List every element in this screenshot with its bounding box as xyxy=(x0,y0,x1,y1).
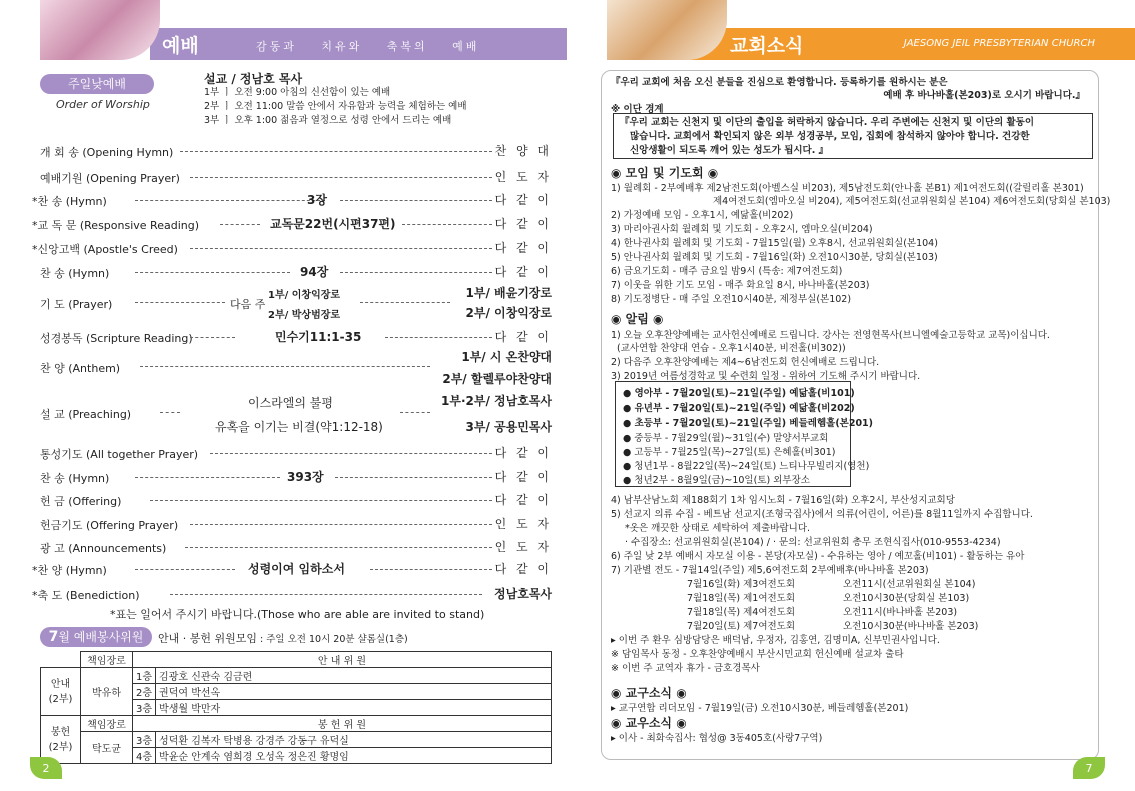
time-line: 2부 ㅣ 오전 11:00 말씀 안에서 자유함과 능력을 체험하는 예배 xyxy=(204,101,467,112)
evangelism-item: 오전10시30분(당회실 본103) xyxy=(843,593,970,604)
worship-row-anthem: 찬 양 (Anthem) 1부/ 시 온찬양대 2부/ 할렐루야찬양대 xyxy=(40,350,552,386)
worship-row: *교 독 문 (Responsive Reading) 교독문22번(시편37편) 다 같 이 xyxy=(32,217,552,232)
notice-item: 2) 다음주 오후찬양예배는 제4~6남전도회 헌신예배로 드립니다. xyxy=(611,357,880,368)
welcome-line: 『우리 교회에 처음 오신 분들을 진심으로 환영합니다. 등록하기를 원하시는 분은 xyxy=(611,77,948,88)
meeting-item: 1) 월례회 - 2부예배후 제2남전도회(아벨스실 비203), 제5남전도회(안나홀 본B1) 제1여전도회((갈릴리홀 본301) xyxy=(611,183,1084,194)
meeting-item: 5) 안나권사회 월례회 및 기도회 - 7월16일(화) 오전10시30분, 당회실(본103) xyxy=(611,252,938,263)
volunteer-meeting: 안내 · 봉헌 위원모임 : 주일 오전 10시 20분 샬롬실(1층) xyxy=(158,632,408,645)
evangelism-item: 오전11시(바나바홀 본203) xyxy=(843,607,958,618)
notice-item: (교사연합 찬양대 연습 - 오후1시40분, 비전홀(비302)) xyxy=(617,343,846,354)
worship-row: 헌 금 (Offering) 다 같 이 xyxy=(40,493,552,508)
right-page xyxy=(567,0,1135,791)
worship-row: 예배기원 (Opening Prayer) 인 도 자 xyxy=(40,170,552,185)
camp-item: ● 청년2부 - 8월9일(금)~10일(토) 외부장소 xyxy=(623,475,810,486)
section-notice: ◉ 알림 ◉ xyxy=(611,312,664,326)
page-number: 7 xyxy=(1073,757,1105,779)
camp-item: ● 중등부 - 7월29일(월)~31일(수) 말양서부교회 xyxy=(623,433,829,444)
meeting-item: 제4여전도회(엠마오실 비204), 제5여전도회(선교위원회실 본104) 제6여전도회(당회실 본103) xyxy=(713,196,1111,207)
evangelism-item: 7월18일(목) 제1여전도회 xyxy=(687,593,796,604)
worship-row: *축 도 (Benediction) 정남호목사 xyxy=(32,587,552,602)
notice-item: 3) 2019년 여름성경학교 및 수련회 일정 - 위하여 기도해 주시기 바랍니다. xyxy=(611,371,921,382)
section-meetings: ◉ 모임 및 기도회 ◉ xyxy=(611,166,719,180)
camp-item: ● 유년부 - 7월20일(토)~21일(주일) 예닮홀(비202) xyxy=(623,403,855,414)
page-title: 예배 xyxy=(162,35,199,57)
page-title: 교회소식 xyxy=(730,35,804,57)
standing-note: *표는 일어서 주시기 바랍니다.(Those who are able are invited to stand) xyxy=(110,608,485,621)
meeting-item: 4) 한나권사회 월례회 및 기도회 - 7월15일(월) 오후8시, 선교위원회실(본104) xyxy=(611,238,938,249)
order-of-worship: Order of Worship xyxy=(56,98,150,111)
header-band xyxy=(150,28,567,60)
camp-item: ● 영아부 - 7월20일(토)~21일(주일) 예닮홀(비101) xyxy=(623,388,855,399)
worship-row: *찬 양 (Hymn) 성령이여 임하소서 다 같 이 xyxy=(32,562,552,577)
volunteer-pill: 7월 예배봉사위원 xyxy=(40,627,152,647)
evangelism-item: 오전11시(선교위원회실 본104) xyxy=(843,579,976,590)
worship-row: *신앙고백 (Apostle's Creed) 다 같 이 xyxy=(32,241,552,256)
flower-image xyxy=(40,0,160,60)
parish-item: ▸ 교구연합 리더모임 - 7월19일(금) 오전10시30분, 베들레헴홀(본201) xyxy=(611,703,909,714)
worship-row-preaching: 설 교 (Preaching) 이스라엘의 불평 유혹을 이기는 비결(약1:12-18) 1부·2부/ 정남호목사 3부/ 공용민목사 xyxy=(40,394,552,434)
church-name: JAESONG JEIL PRESBYTERIAN CHURCH xyxy=(903,38,1095,49)
worship-row-prayer: 기 도 (Prayer) 다음 주 1부/ 이창익장로 2부/ 박상범장로 1부/ 배윤기장로 2부/ 이창익장로 xyxy=(40,286,552,321)
member-item: ▸ 이사 - 최화숙집사: 협성@ 3동405호(사랑7구역) xyxy=(611,733,823,744)
worship-row: 찬 송 (Hymn) 94장 다 같 이 xyxy=(40,265,552,280)
welcome-line: 예배 후 바나바홀(본203)로 오시기 바랍니다.』 xyxy=(883,90,1085,101)
evangelism-item: 오전10시30분(바나바홀 본203) xyxy=(843,621,979,632)
warning-box: 『우리 교회는 신천지 및 이단의 출입을 허락하지 않습니다. 우리 주변에는 신천지 및 이단의 활동이 많습니다. 교회에서 확인되지 않은 외부 성경공부, 모임, 집회에 참석하지 않아야 합니다. 건강한 신앙생활이 되도록 깨어 있는 성도가 됩시다. 』 xyxy=(613,113,1093,159)
notice-item: 5) 선교지 의류 수집 - 베트남 선교지(조형국집사)에서 의류(어린이, 어른)를 8월11일까지 수집합니다. xyxy=(611,509,1033,520)
meeting-item: 8) 기도정병단 - 매 주일 오전10시40분, 제정부실(본102) xyxy=(611,294,852,305)
section-parish: ◉ 교구소식 ◉ xyxy=(611,686,687,700)
camp-item: ● 청년1부 - 8월22일(목)~24일(토) 느티나무빌리지(영천) xyxy=(623,461,870,472)
time-line: 1부 ㅣ 오전 9:00 아침의 신선함이 있는 예배 xyxy=(204,87,391,98)
worship-pill: 주일낮예배 xyxy=(40,74,154,94)
worship-row: 통성기도 (All together Prayer) 다 같 이 xyxy=(40,446,552,461)
meeting-item: 2) 가정예배 모임 - 오후1시, 예닮홀(비202) xyxy=(611,210,794,221)
camp-item: ● 고등부 - 7월25일(목)~27일(토) 은혜홀(비301) xyxy=(623,447,836,458)
notice-item: 6) 주일 낮 2부 예배시 자모실 이용 - 본당(자모실) - 수유하는 영아 / 예꼬홀(비101) - 활동하는 유아 xyxy=(611,551,1025,562)
service-times xyxy=(204,86,467,128)
evangelism-item: 7월18일(목) 제4여전도회 xyxy=(687,607,796,618)
section-members: ◉ 교우소식 ◉ xyxy=(611,716,687,730)
preacher: 설교 / 정남호 목사 xyxy=(204,72,303,86)
page-subtitle: 감동과 치유와 축복의 예배 xyxy=(256,40,480,53)
warning-title: ※ 이단 경계 xyxy=(611,104,664,115)
page-number: 2 xyxy=(30,757,62,779)
notice-item: *옷은 깨끗한 상태로 세탁하여 제출바랍니다. xyxy=(625,523,811,534)
flower-image xyxy=(607,0,727,60)
notice-item: 4) 남부산남노회 제188회기 1차 임시노회 - 7월16일(화) 오후2시, 부산성지교회당 xyxy=(611,495,955,506)
notice-item: ※ 이번 주 교역자 휴가 - 금호경목사 xyxy=(611,663,760,674)
meeting-item: 6) 금요기도회 - 매주 금요일 밤9시 (특송: 제7여전도회) xyxy=(611,266,843,277)
notice-item: ※ 담임목사 동정 - 오후찬양예배시 부산시민교회 헌신예배 설교차 출타 xyxy=(611,649,904,660)
meeting-item: 3) 마리아권사회 월례회 및 기도회 - 오후2시, 엠마오실(비204) xyxy=(611,224,873,235)
worship-row: 헌금기도 (Offering Prayer) 인 도 자 xyxy=(40,517,552,532)
left-page xyxy=(0,0,567,791)
notice-item: 1) 오늘 오후찬양예배는 교사헌신예배로 드립니다. 강사는 전영현목사(브니엘예술고등학교 교목)이십니다. xyxy=(611,330,1050,341)
time-line: 3부 ㅣ 오후 1:00 젊음과 열정으로 성령 안에서 드리는 예배 xyxy=(204,115,452,126)
worship-row: *찬 송 (Hymn) 3장 다 같 이 xyxy=(32,193,552,208)
notice-item: · 수집장소: 선교위원회실(본104) / · 문의: 선교위원회 총무 조현식집사(010-9553-4234) xyxy=(625,537,1001,548)
meeting-item: 7) 이웃을 위한 기도 모임 - 매주 화요일 8시, 바나바홀(본203) xyxy=(611,280,870,291)
camp-item: ● 초등부 - 7월20일(토)~21일(주일) 베들레헴홀(본201) xyxy=(623,418,874,429)
worship-row: 개 회 송 (Opening Hymn) 찬 양 대 xyxy=(40,144,552,159)
volunteer-table: 책임장로 안 내 위 원 안내 (2부) 박유하 1층 김광호 신관숙 김금련 2층 권덕여 박선옥 3층 박생월 박만자 봉헌 (2부) 책임장로 봉 헌 위 원 탁도균 3층 성덕환 김복자 탁병용 강경주 강동구 유덕실 4층 박윤순 안계숙 염희경 오성옥 정은진 황명임 xyxy=(40,651,552,764)
notice-item: 7) 기관별 전도 - 7월14일(주일) 제5,6여전도회 2부예배후(바나바홀 본203) xyxy=(611,565,929,576)
evangelism-item: 7월16일(화) 제3여전도회 xyxy=(687,579,796,590)
worship-row: 찬 송 (Hymn) 393장 다 같 이 xyxy=(40,470,552,485)
evangelism-item: 7월20일(토) 제7여전도회 xyxy=(687,621,796,632)
notice-item: ▸ 이번 주 환우 심방담당은 배덕남, 우정자, 김홍연, 김명미A, 신부민권사입니다. xyxy=(611,635,940,646)
worship-row: 성경봉독 (Scripture Reading) 민수기11:1-35 다 같 이 xyxy=(40,330,552,345)
worship-row: 광 고 (Announcements) 인 도 자 xyxy=(40,540,552,555)
